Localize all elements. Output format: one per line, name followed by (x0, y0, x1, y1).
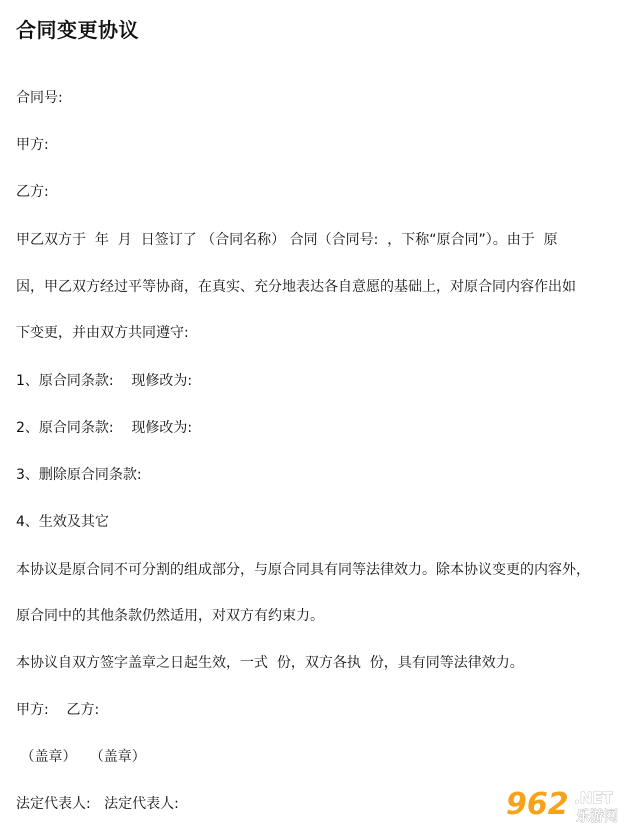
intro-line: 因，甲乙双方经过平等协商，在真实、充分地表达各自意愿的基础上，对原合同内容作出如 (16, 279, 576, 295)
legal-representative-line: 法定代表人: 法定代表人: (16, 796, 179, 812)
party-a-line: 甲方: (16, 137, 49, 153)
signature-parties-line: 甲方: 乙方: (16, 702, 100, 718)
clause-line: 4、生效及其它 (16, 514, 109, 530)
clause-line: 2、原合同条款: 现修改为: (16, 420, 193, 436)
contract-number-line: 合同号: (16, 90, 63, 106)
document-title: 合同变更协议 (16, 18, 139, 42)
watermark-brand: 962 (506, 787, 569, 822)
clause-line: 1、原合同条款: 现修改为: (16, 373, 193, 389)
site-watermark-logo (504, 786, 634, 826)
clause-line: 3、删除原合同条款: (16, 467, 142, 483)
effect-line: 本协议是原合同不可分割的组成部分，与原合同具有同等法律效力。除本协议变更的内容外， (16, 562, 590, 578)
seal-line: （盖章） （盖章） (16, 749, 146, 765)
party-b-line: 乙方: (16, 184, 49, 200)
intro-line: 下变更，并由双方共同遵守: (16, 325, 189, 341)
watermark-suffix: .NET (574, 789, 613, 807)
watermark-cn-text: 乐游网 (576, 809, 618, 825)
effect-line: 原合同中的其他条款仍然适用，对双方有约束力。 (16, 608, 324, 624)
effect-line: 本协议自双方签字盖章之日起生效，一式 份，双方各执 份，具有同等法律效力。 (16, 655, 524, 671)
intro-line: 甲乙双方于 年 月 日签订了 （合同名称） 合同（合同号: ，下称“原合同”）。由于 原 (16, 232, 558, 248)
